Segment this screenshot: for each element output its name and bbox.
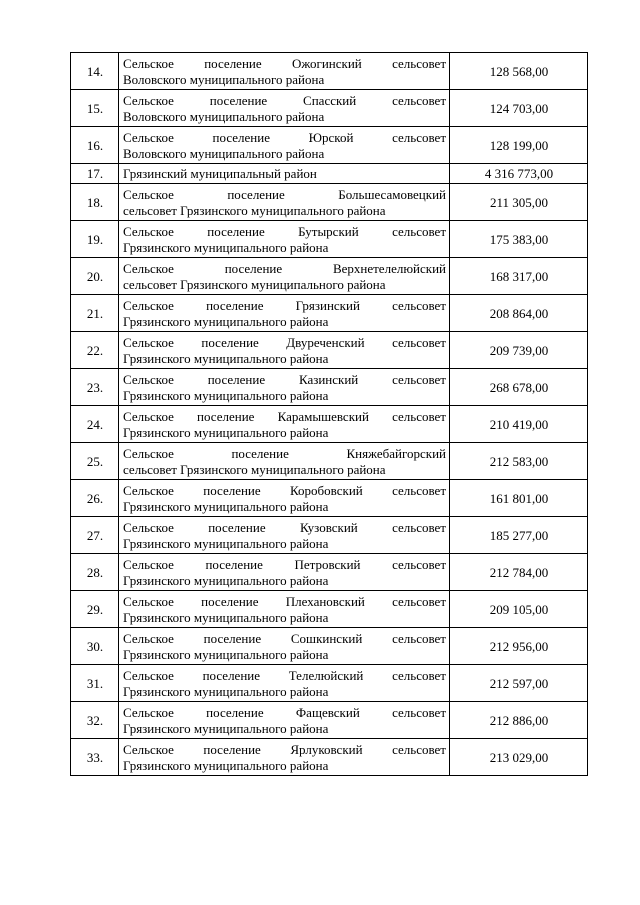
amount: 212 597,00 — [450, 665, 588, 702]
settlement-name — [119, 221, 450, 258]
amount: 212 956,00 — [450, 628, 588, 665]
settlement-name-line1: Сельское поселение Бутырский сельсовет — [123, 223, 446, 239]
settlement-name-line1: Сельское поселение Плехановский сельсовет — [123, 593, 446, 609]
settlement-name-line2: Грязинского муниципального района — [123, 313, 329, 329]
amount: 128 199,00 — [450, 127, 588, 164]
amount: 128 568,00 — [450, 53, 588, 90]
row-number: 31. — [71, 665, 119, 702]
table-row — [71, 369, 588, 406]
settlement-name-line1: Сельское поселение Кузовский сельсовет — [123, 519, 446, 535]
settlement-name-line1: Сельское поселение Спасский сельсовет — [123, 92, 446, 108]
table-row — [71, 90, 588, 127]
table-row — [71, 480, 588, 517]
table-row — [71, 739, 588, 776]
settlement-name-line1: Сельское поселение Ярлуковский сельсовет — [123, 741, 446, 757]
budget-table-body — [71, 53, 588, 776]
amount: 124 703,00 — [450, 90, 588, 127]
row-number: 17. — [71, 164, 119, 184]
amount: 268 678,00 — [450, 369, 588, 406]
amount: 209 739,00 — [450, 332, 588, 369]
settlement-name — [119, 480, 450, 517]
settlement-name-line1: Сельское поселение Фащевский сельсовет — [123, 704, 446, 720]
table-row — [71, 184, 588, 221]
amount: 211 305,00 — [450, 184, 588, 221]
row-number: 32. — [71, 702, 119, 739]
settlement-name-line2: Грязинского муниципального района — [123, 350, 329, 366]
settlement-name-line1: Сельское поселение Казинский сельсовет — [123, 371, 446, 387]
amount: 212 886,00 — [450, 702, 588, 739]
settlement-name — [119, 443, 450, 480]
row-number: 23. — [71, 369, 119, 406]
settlement-name — [119, 406, 450, 443]
table-row — [71, 53, 588, 90]
settlement-name — [119, 628, 450, 665]
settlement-name-line1: Сельское поселение Карамышевский сельсовет — [123, 408, 446, 424]
table-row — [71, 554, 588, 591]
table-row — [71, 221, 588, 258]
settlement-name-line2: сельсовет Грязинского муниципального района — [123, 202, 386, 218]
settlement-name — [119, 702, 450, 739]
table-row — [71, 258, 588, 295]
amount: 4 316 773,00 — [450, 164, 588, 184]
row-number: 33. — [71, 739, 119, 776]
settlement-name-line2: Грязинского муниципального района — [123, 387, 329, 403]
settlement-name-line1: Сельское поселение Ожогинский сельсовет — [123, 55, 446, 71]
settlement-name-line1: Сельское поселение Юрской сельсовет — [123, 129, 446, 145]
settlement-name-line2: Грязинского муниципального района — [123, 239, 329, 255]
table-row — [71, 443, 588, 480]
settlement-name-line2: Грязинского муниципального района — [123, 646, 329, 662]
settlement-name-line2: Грязинского муниципального района — [123, 683, 329, 699]
settlement-name-line1: Сельское поселение Телелюйский сельсовет — [123, 667, 446, 683]
row-number: 14. — [71, 53, 119, 90]
row-number: 21. — [71, 295, 119, 332]
settlement-name-line2: Грязинского муниципального района — [123, 498, 329, 514]
row-number: 27. — [71, 517, 119, 554]
table-row — [71, 164, 588, 184]
settlement-name — [119, 739, 450, 776]
table-row — [71, 591, 588, 628]
settlement-name — [119, 258, 450, 295]
settlement-name-line2: Грязинского муниципального района — [123, 609, 329, 625]
row-number: 22. — [71, 332, 119, 369]
table-row — [71, 517, 588, 554]
amount: 213 029,00 — [450, 739, 588, 776]
settlement-name-line1: Сельское поселение Княжебайгорский — [123, 445, 446, 461]
row-number: 15. — [71, 90, 119, 127]
row-number: 24. — [71, 406, 119, 443]
table-row — [71, 295, 588, 332]
settlement-name-line1: Грязинский муниципальный район — [123, 166, 317, 181]
row-number: 20. — [71, 258, 119, 295]
amount: 212 784,00 — [450, 554, 588, 591]
table-row — [71, 702, 588, 739]
settlement-name-line2: сельсовет Грязинского муниципального района — [123, 461, 386, 477]
row-number: 18. — [71, 184, 119, 221]
settlement-name — [119, 591, 450, 628]
table-row — [71, 665, 588, 702]
amount: 161 801,00 — [450, 480, 588, 517]
amount: 212 583,00 — [450, 443, 588, 480]
settlement-name-line2: Воловского муниципального района — [123, 108, 325, 124]
row-number: 26. — [71, 480, 119, 517]
amount: 185 277,00 — [450, 517, 588, 554]
settlement-name — [119, 53, 450, 90]
settlement-name — [119, 90, 450, 127]
settlement-name-line1: Сельское поселение Петровский сельсовет — [123, 556, 446, 572]
settlement-name — [119, 554, 450, 591]
settlement-name-line1: Сельское поселение Сошкинский сельсовет — [123, 630, 446, 646]
settlement-name-line1: Сельское поселение Грязинский сельсовет — [123, 297, 446, 313]
settlement-name — [119, 369, 450, 406]
table-row — [71, 628, 588, 665]
settlement-name — [119, 295, 450, 332]
table-row — [71, 406, 588, 443]
settlement-name-line1: Сельское поселение Коробовский сельсовет — [123, 482, 446, 498]
settlement-name-line2: Грязинского муниципального района — [123, 720, 329, 736]
settlement-name — [119, 517, 450, 554]
settlement-name-line1: Сельское поселение Верхнетелелюйский — [123, 260, 446, 276]
amount: 175 383,00 — [450, 221, 588, 258]
row-number: 29. — [71, 591, 119, 628]
table-row — [71, 332, 588, 369]
amount: 168 317,00 — [450, 258, 588, 295]
settlement-name-line2: Грязинского муниципального района — [123, 535, 329, 551]
amount: 210 419,00 — [450, 406, 588, 443]
settlement-name-line2: сельсовет Грязинского муниципального района — [123, 276, 386, 292]
row-number: 30. — [71, 628, 119, 665]
row-number: 25. — [71, 443, 119, 480]
settlement-name — [119, 332, 450, 369]
amount: 208 864,00 — [450, 295, 588, 332]
table-row — [71, 127, 588, 164]
row-number: 16. — [71, 127, 119, 164]
settlement-name-line1: Сельское поселение Двуреченский сельсовет — [123, 334, 446, 350]
settlement-name-line2: Грязинского муниципального района — [123, 572, 329, 588]
settlement-name-line2: Воловского муниципального района — [123, 145, 325, 161]
settlement-name-line1: Сельское поселение Большесамовецкий — [123, 186, 446, 202]
settlement-name — [119, 164, 450, 184]
settlement-name — [119, 127, 450, 164]
budget-table — [70, 52, 588, 776]
settlement-name — [119, 184, 450, 221]
row-number: 28. — [71, 554, 119, 591]
settlement-name — [119, 665, 450, 702]
settlement-name-line2: Грязинского муниципального района — [123, 424, 329, 440]
row-number: 19. — [71, 221, 119, 258]
settlement-name-line2: Воловского муниципального района — [123, 71, 325, 87]
settlement-name-line2: Грязинского муниципального района — [123, 757, 329, 773]
amount: 209 105,00 — [450, 591, 588, 628]
